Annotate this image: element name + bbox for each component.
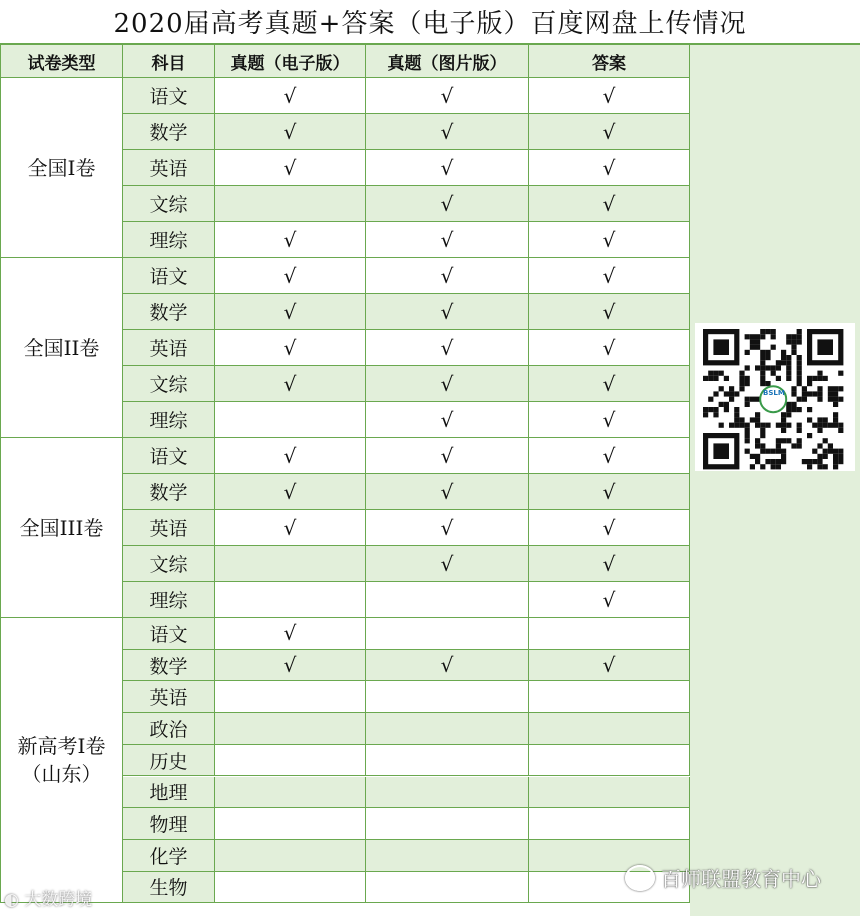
- check-mark: √: [283, 227, 297, 252]
- check-mark: √: [283, 621, 297, 646]
- answer-cell: [529, 78, 690, 114]
- answer-cell: [529, 258, 690, 294]
- image-cell: [366, 114, 529, 150]
- check-mark: √: [440, 443, 454, 468]
- check-mark: √: [283, 479, 297, 504]
- subject-label: 理综: [149, 590, 188, 612]
- table-row: [123, 294, 690, 330]
- electronic-cell: [215, 258, 366, 294]
- answer-cell: [529, 582, 690, 618]
- check-mark: √: [283, 653, 297, 678]
- subject-label: 数学: [149, 122, 188, 144]
- electronic-cell: [215, 186, 366, 222]
- electronic-cell: [215, 777, 366, 809]
- electronic-cell: [215, 474, 366, 510]
- exam-type-label: 新高考I卷: [17, 734, 106, 759]
- header-electronic: 真题（电子版）: [215, 45, 366, 78]
- subject-cell: [123, 510, 215, 546]
- subject-cell: [123, 650, 215, 682]
- check-mark: √: [283, 83, 297, 108]
- watermark-left-icon: ◐: [4, 890, 19, 910]
- check-mark: √: [440, 551, 454, 576]
- electronic-cell: [215, 713, 366, 745]
- subject-cell: [123, 186, 215, 222]
- watermark-right: [625, 863, 821, 892]
- exam-type-cell: [0, 618, 123, 903]
- electronic-cell: [215, 402, 366, 438]
- image-cell: [366, 150, 529, 186]
- answer-cell: [529, 713, 690, 745]
- table-row: [123, 150, 690, 186]
- check-mark: √: [283, 299, 297, 324]
- subject-cell: [123, 582, 215, 618]
- subject-label: 语文: [149, 623, 188, 646]
- image-cell: [366, 438, 529, 474]
- table-row: [123, 681, 690, 713]
- subject-label: 数学: [149, 655, 188, 678]
- subject-label: 英语: [149, 518, 188, 540]
- subject-cell: [123, 745, 215, 777]
- subject-cell: [123, 438, 215, 474]
- subject-cell: [123, 713, 215, 745]
- subject-label: 理综: [149, 230, 188, 252]
- subject-cell: [123, 840, 215, 872]
- subject-label: 生物: [149, 877, 188, 900]
- answer-cell: [529, 186, 690, 222]
- check-mark: √: [440, 191, 454, 216]
- check-mark: √: [440, 263, 454, 288]
- subject-label: 语文: [149, 86, 188, 108]
- check-mark: √: [602, 335, 616, 360]
- table-row: [123, 840, 690, 872]
- watermark-left-text: 大数跨境: [24, 890, 93, 910]
- image-cell: [366, 474, 529, 510]
- header-subject: 科目: [123, 45, 215, 78]
- check-mark: √: [602, 227, 616, 252]
- image-cell: [366, 186, 529, 222]
- image-cell: [366, 840, 529, 872]
- check-mark: √: [283, 443, 297, 468]
- subject-cell: [123, 150, 215, 186]
- table-row: [123, 330, 690, 366]
- check-mark: √: [440, 119, 454, 144]
- wechat-icon: [625, 865, 655, 891]
- electronic-cell: [215, 294, 366, 330]
- electronic-cell: [215, 330, 366, 366]
- check-mark: √: [440, 479, 454, 504]
- subject-cell: [123, 78, 215, 114]
- check-mark: √: [283, 371, 297, 396]
- image-cell: [366, 777, 529, 809]
- answer-cell: [529, 402, 690, 438]
- image-cell: [366, 294, 529, 330]
- check-mark: √: [283, 515, 297, 540]
- answer-cell: [529, 808, 690, 840]
- check-mark: √: [602, 515, 616, 540]
- image-cell: [366, 222, 529, 258]
- check-mark: √: [602, 83, 616, 108]
- check-mark: √: [602, 155, 616, 180]
- image-cell: [366, 618, 529, 650]
- check-mark: √: [440, 371, 454, 396]
- electronic-cell: [215, 745, 366, 777]
- exam-type-sublabel: （山东）: [21, 762, 102, 787]
- check-mark: √: [602, 299, 616, 324]
- subject-label: 理综: [149, 410, 188, 432]
- table-row: [123, 258, 690, 294]
- electronic-cell: [215, 840, 366, 872]
- answer-cell: [529, 114, 690, 150]
- electronic-cell: [215, 510, 366, 546]
- check-mark: √: [440, 515, 454, 540]
- check-mark: √: [602, 443, 616, 468]
- table-row: [123, 808, 690, 840]
- subject-label: 化学: [149, 845, 188, 868]
- check-mark: √: [440, 227, 454, 252]
- answer-cell: [529, 294, 690, 330]
- image-cell: [366, 78, 529, 114]
- subject-label: 地理: [149, 782, 188, 805]
- exam-type-cell: [0, 78, 123, 258]
- check-mark: √: [602, 371, 616, 396]
- subject-cell: [123, 114, 215, 150]
- subject-cell: [123, 474, 215, 510]
- answer-cell: [529, 650, 690, 682]
- subject-cell: [123, 618, 215, 650]
- electronic-cell: [215, 150, 366, 186]
- table-row: [123, 510, 690, 546]
- image-cell: [366, 745, 529, 777]
- table-row: [123, 582, 690, 618]
- check-mark: √: [602, 587, 616, 612]
- electronic-cell: [215, 808, 366, 840]
- subject-cell: [123, 330, 215, 366]
- subject-label: 英语: [149, 338, 188, 360]
- answer-cell: [529, 438, 690, 474]
- header-answer: 答案: [529, 45, 690, 78]
- answer-cell: [529, 745, 690, 777]
- subject-label: 文综: [149, 374, 188, 396]
- table-row: [123, 713, 690, 745]
- check-mark: √: [283, 263, 297, 288]
- subject-label: 英语: [149, 687, 188, 710]
- table-row: [123, 546, 690, 582]
- image-cell: [366, 582, 529, 618]
- electronic-cell: [215, 650, 366, 682]
- answer-cell: [529, 777, 690, 809]
- check-mark: √: [283, 155, 297, 180]
- table-row: [123, 222, 690, 258]
- answer-cell: [529, 510, 690, 546]
- check-mark: √: [602, 191, 616, 216]
- exam-type-cell: [0, 258, 123, 438]
- image-cell: [366, 650, 529, 682]
- subject-cell: [123, 546, 215, 582]
- electronic-cell: [215, 546, 366, 582]
- answer-cell: [529, 366, 690, 402]
- image-cell: [366, 366, 529, 402]
- image-cell: [366, 546, 529, 582]
- table-row: [123, 745, 690, 777]
- table-row: [123, 78, 690, 114]
- subject-cell: [123, 808, 215, 840]
- subject-label: 数学: [149, 302, 188, 324]
- page-title: 2020届高考真题+答案（电子版）百度网盘上传情况: [0, 0, 860, 45]
- subject-cell: [123, 872, 215, 904]
- table-row: [123, 474, 690, 510]
- check-mark: √: [440, 407, 454, 432]
- subject-cell: [123, 366, 215, 402]
- table-row: [123, 872, 690, 904]
- electronic-cell: [215, 618, 366, 650]
- check-mark: √: [440, 299, 454, 324]
- subject-label: 政治: [149, 718, 188, 741]
- check-mark: √: [440, 155, 454, 180]
- check-mark: √: [440, 83, 454, 108]
- watermark-left: [4, 885, 92, 910]
- image-cell: [366, 872, 529, 904]
- qr-logo-text: BSLM: [763, 389, 785, 397]
- subject-cell: [123, 294, 215, 330]
- check-mark: √: [602, 119, 616, 144]
- electronic-cell: [215, 582, 366, 618]
- qr-code: [695, 323, 855, 471]
- subject-label: 语文: [149, 266, 188, 288]
- answer-cell: [529, 546, 690, 582]
- subject-label: 语文: [149, 446, 188, 468]
- image-cell: [366, 808, 529, 840]
- answer-cell: [529, 330, 690, 366]
- check-mark: √: [440, 653, 454, 678]
- check-mark: √: [602, 479, 616, 504]
- check-mark: √: [602, 407, 616, 432]
- table-row: [123, 114, 690, 150]
- table-row: [123, 438, 690, 474]
- subject-label: 物理: [149, 814, 188, 837]
- image-cell: [366, 402, 529, 438]
- electronic-cell: [215, 366, 366, 402]
- exam-type-cell: [0, 438, 123, 618]
- table-row: [123, 366, 690, 402]
- check-mark: √: [440, 335, 454, 360]
- exam-type-label: 全国III卷: [19, 515, 104, 540]
- check-mark: √: [283, 335, 297, 360]
- image-cell: [366, 713, 529, 745]
- answer-cell: [529, 681, 690, 713]
- subject-label: 数学: [149, 482, 188, 504]
- subject-cell: [123, 402, 215, 438]
- subject-cell: [123, 258, 215, 294]
- table-row: [123, 777, 690, 809]
- check-mark: √: [602, 263, 616, 288]
- watermark-right-text: 百师联盟教育中心: [661, 867, 821, 891]
- header-exam-type: 试卷类型: [0, 45, 123, 78]
- electronic-cell: [215, 438, 366, 474]
- table-row: [123, 650, 690, 682]
- subject-label: 历史: [149, 750, 188, 773]
- exam-type-label: 全国II卷: [23, 335, 100, 360]
- table-row: [123, 402, 690, 438]
- check-mark: √: [602, 551, 616, 576]
- subject-cell: [123, 681, 215, 713]
- header-image: 真题（图片版）: [366, 45, 529, 78]
- answer-cell: [529, 474, 690, 510]
- check-mark: √: [283, 119, 297, 144]
- image-cell: [366, 330, 529, 366]
- answer-cell: [529, 618, 690, 650]
- image-cell: [366, 681, 529, 713]
- exam-type-label: 全国I卷: [27, 155, 96, 180]
- answer-cell: [529, 150, 690, 186]
- electronic-cell: [215, 114, 366, 150]
- electronic-cell: [215, 78, 366, 114]
- image-cell: [366, 510, 529, 546]
- subject-label: 文综: [149, 554, 188, 576]
- table-row: [123, 618, 690, 650]
- answer-cell: [529, 222, 690, 258]
- electronic-cell: [215, 872, 366, 904]
- table-row: [123, 186, 690, 222]
- side-panel: [690, 45, 860, 916]
- electronic-cell: [215, 222, 366, 258]
- electronic-cell: [215, 681, 366, 713]
- check-mark: √: [602, 653, 616, 678]
- subject-cell: [123, 222, 215, 258]
- subject-label: 英语: [149, 158, 188, 180]
- image-cell: [366, 258, 529, 294]
- subject-label: 文综: [149, 194, 188, 216]
- subject-cell: [123, 777, 215, 809]
